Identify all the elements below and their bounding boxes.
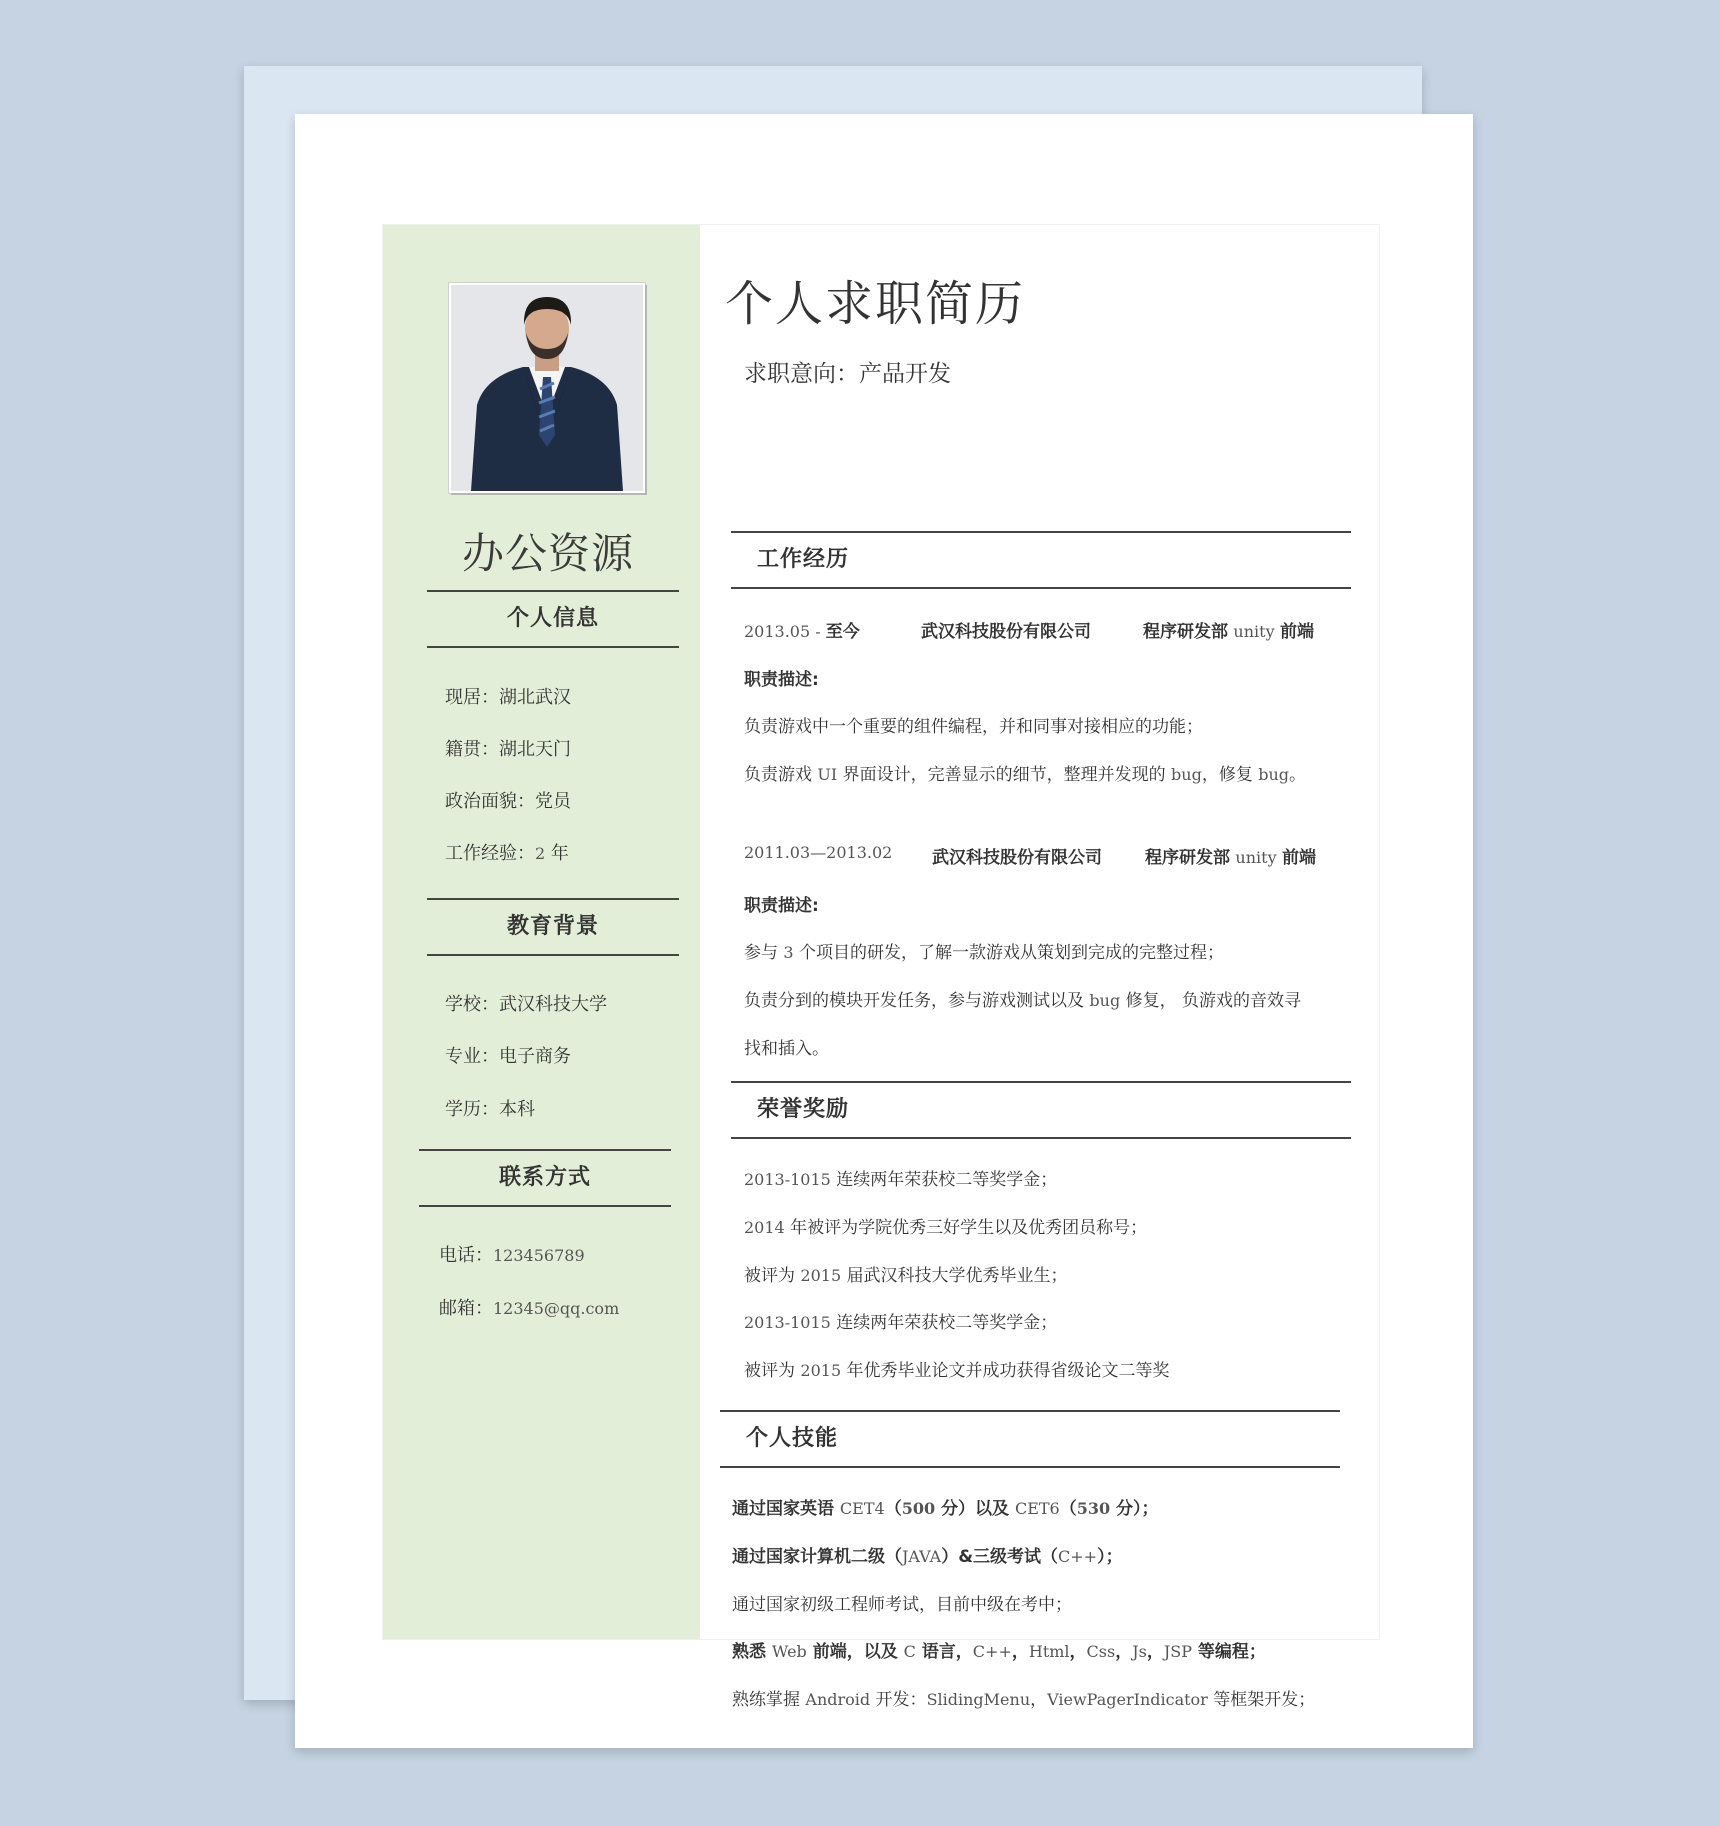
job-header xyxy=(744,843,1354,867)
info-label: 电话： xyxy=(439,1245,493,1266)
edu-school xyxy=(445,990,607,1016)
edu-degree xyxy=(445,1095,535,1121)
honor-item: 被评为 2015 年优秀毕业论文并成功获得省级论文二等奖 xyxy=(744,1361,1170,1381)
edu-major xyxy=(445,1042,571,1068)
job-desc-label: 职责描述: xyxy=(744,896,819,916)
skills-heading xyxy=(720,1410,1340,1468)
contact-email xyxy=(439,1294,619,1320)
info-label: 籍贯： xyxy=(445,739,499,760)
job-department: 程序研发部 unity 前端 xyxy=(1145,848,1317,868)
job-company: 武汉科技股份有限公司 xyxy=(932,848,1102,868)
info-political-status xyxy=(445,787,571,813)
phone-value: 123456789 xyxy=(493,1246,585,1265)
honor-item: 2014 年被评为学院优秀三好学生以及优秀团员称号； xyxy=(744,1218,1148,1238)
info-residence xyxy=(445,683,571,709)
info-value: 湖北天门 xyxy=(499,739,571,760)
info-value: 2 xyxy=(535,844,546,863)
job-header xyxy=(744,617,1354,641)
job-desc-line: 负责游戏 UI 界面设计，完善显示的细节，整理并发现的 bug，修复 bug。 xyxy=(744,765,1307,785)
info-native-place xyxy=(445,735,571,761)
job-period: 2011.03—2013.02 xyxy=(744,843,893,862)
avatar xyxy=(449,283,645,493)
info-value: 湖北武汉 xyxy=(499,687,571,708)
skill-item: 通过国家英语 CET4（500 分）以及 CET6（530 分）； xyxy=(732,1499,1159,1519)
skill-item: 通过国家计算机二级（JAVA）&三级考试（C++）； xyxy=(732,1547,1123,1567)
info-label: 工作经验： xyxy=(445,843,535,864)
honors-heading xyxy=(731,1081,1351,1139)
sidebar xyxy=(383,225,700,1639)
contact-phone xyxy=(439,1241,585,1267)
info-label: 邮箱： xyxy=(439,1298,493,1319)
honor-item: 2013-1015 连续两年荣获校二等奖学金； xyxy=(744,1170,1058,1190)
job-desc-line: 负责分到的模块开发任务，参与游戏测试以及 bug 修复， 负游戏的音效寻 xyxy=(744,991,1302,1011)
info-value: 武汉科技大学 xyxy=(499,994,607,1015)
section-title: 工作经历 xyxy=(757,547,850,572)
job-desc-label: 职责描述: xyxy=(744,670,819,690)
section-title: 荣誉奖励 xyxy=(757,1097,850,1122)
info-value: 党员 xyxy=(535,791,571,812)
candidate-name: 办公资源 xyxy=(461,529,634,578)
email-value: 12345@qq.com xyxy=(493,1299,620,1318)
honor-item: 2013-1015 连续两年荣获校二等奖学金； xyxy=(744,1313,1058,1333)
skill-item: 通过国家初级工程师考试，目前中级在考中； xyxy=(732,1595,1072,1615)
work-experience-heading xyxy=(731,531,1351,589)
skill-item: 熟悉 Web 前端，以及 C 语言，C++，Html，Css，Js，JSP 等编程； xyxy=(732,1642,1266,1662)
education-heading: 教育背景 xyxy=(427,898,679,956)
info-label: 学历： xyxy=(445,1099,499,1120)
job-desc-line: 参与 3 个项目的研发，了解一款游戏从策划到完成的完整过程； xyxy=(744,943,1224,963)
info-work-experience xyxy=(445,839,569,865)
info-label: 政治面貌： xyxy=(445,791,535,812)
job-desc-line: 负责游戏中一个重要的组件编程，并和同事对接相应的功能； xyxy=(744,717,1203,737)
resume-page xyxy=(295,114,1473,1748)
profile-photo xyxy=(451,285,643,491)
info-label: 学校： xyxy=(445,994,499,1015)
info-label: 现居： xyxy=(445,687,499,708)
job-period: 2013.05 - 至今 xyxy=(744,622,860,642)
job-company: 武汉科技股份有限公司 xyxy=(921,622,1091,642)
job-department: 程序研发部 unity 前端 xyxy=(1143,622,1315,642)
section-title: 个人技能 xyxy=(746,1426,839,1451)
info-value: 本科 xyxy=(499,1099,535,1120)
page-title: 个人求职简历 xyxy=(725,276,1026,332)
info-suffix: 年 xyxy=(545,843,569,864)
personal-info-heading: 个人信息 xyxy=(427,590,679,648)
resume-content xyxy=(382,224,1380,1710)
job-intent: 求职意向：产品开发 xyxy=(744,361,951,387)
info-value: 电子商务 xyxy=(499,1046,571,1067)
contact-heading: 联系方式 xyxy=(419,1149,671,1207)
skill-item: 熟练掌握 Android 开发：SlidingMenu，ViewPagerIndicator 等框架开发； xyxy=(732,1690,1316,1710)
honor-item: 被评为 2015 届武汉科技大学优秀毕业生； xyxy=(744,1266,1068,1286)
job-desc-line: 找和插入。 xyxy=(744,1039,829,1059)
info-label: 专业： xyxy=(445,1046,499,1067)
